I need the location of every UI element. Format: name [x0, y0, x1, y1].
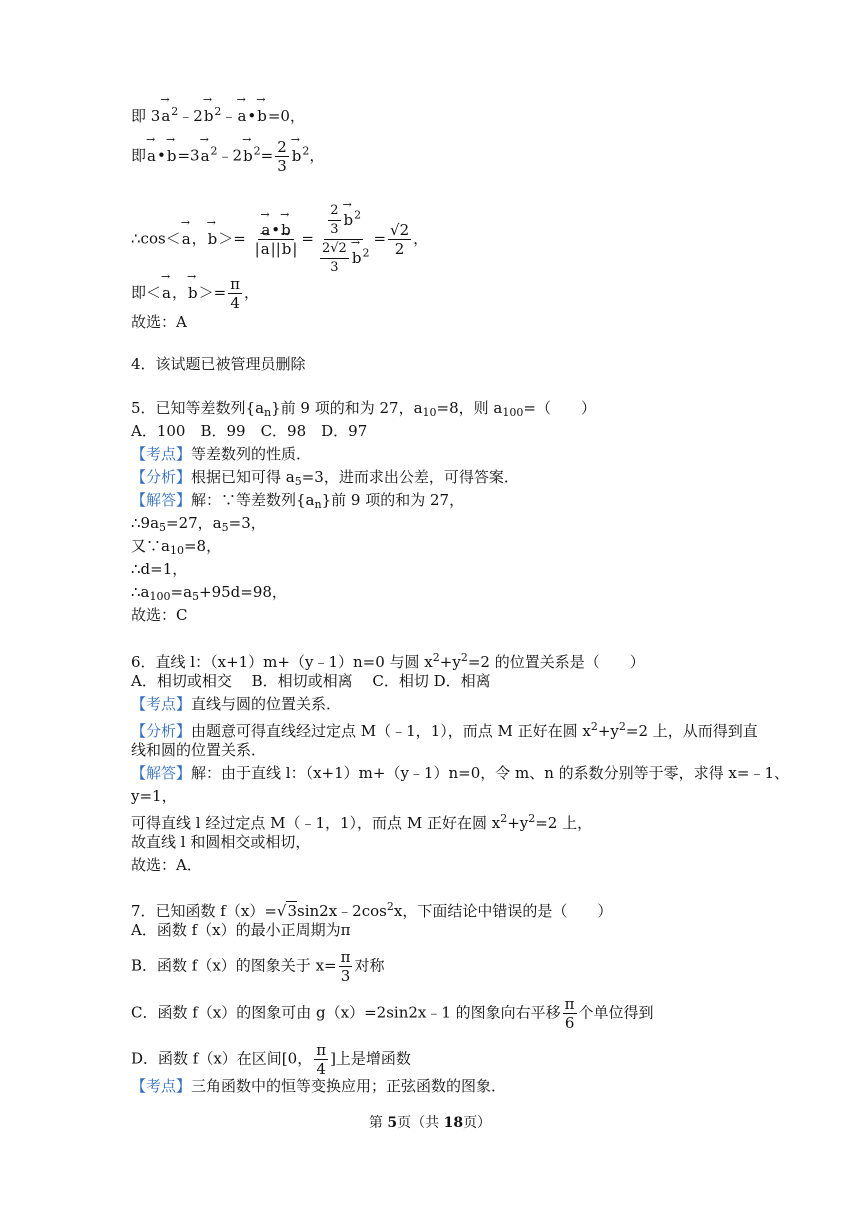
q6-options: A．相切或相交 B．相切或相离 C．相切 D．相离 — [131, 672, 491, 690]
page-total: 18 — [443, 1115, 464, 1131]
q3-line-1: 即 $3\to a^2﹣2\to$ $b^2﹣\to$ a•→ b=0， — [131, 102, 305, 126]
q5-answer: 故选：C — [131, 606, 188, 624]
kaodian-tag: 【考点】 — [131, 695, 192, 713]
q6-stem: 6．直线 l：（x+1）m+（y﹣1）n=0 与圆 $x^2+y^2=2$ 的位置关系是（ ） — [131, 651, 645, 671]
jieda-tag: 【解答】 — [131, 491, 192, 509]
vector-b: → b — [256, 106, 268, 126]
vector-b: → b — [166, 146, 178, 166]
q6-fenxi-2: 线和圆的位置关系． — [131, 741, 267, 759]
q5-kaodian: 【考点】等差数列的性质． — [131, 445, 312, 463]
fraction-dot-over-norms: → $\frac{a•\to b}{|\to a||\to b|}$ — [253, 221, 300, 258]
q7-option-c: C．函数 f（x）的图象可由 g（x）=2sin2x﹣1 的图象向右平移 $\frac{\pi}{6}$ 个单位得到 — [131, 995, 654, 1032]
q5-step-2: 又$\because a_{10}=8$， — [131, 537, 222, 557]
q6-answer: 故选：A． — [131, 856, 202, 874]
vector-a: → a — [160, 106, 171, 126]
vector-a: → a — [146, 146, 157, 166]
q7-stem: 7．已知函数 $f(x)=√3\sin 2x﹣2\cos^2x$，下面结论中错误的是（ ） — [131, 900, 613, 920]
q5-jieda: 【解答】解：∵等差数列$\{a_n\}$前 9 项的和为 27， — [131, 491, 465, 511]
q7-option-b: B．函数 f（x）的图象关于 x= $\frac{\pi}{3}$ 对称 — [131, 948, 385, 985]
vector-b: → b — [291, 146, 303, 166]
q6-step-2: 故直线 l 和圆相交或相切， — [131, 833, 311, 851]
vector-b: → b — [207, 229, 219, 249]
q6-step-1: 可得直线 l 经过定点 M（﹣1，1），而点 M 正好在圆 $x^2+y^2=2$ 上， — [131, 812, 593, 832]
q3-line-2: 即→ a•→ $b=3\to a^2﹣2\to b^2=$ $\frac{2}{3}$ → $b^2$， — [131, 138, 324, 175]
vector-b: → b — [203, 106, 215, 126]
q6-kaodian: 【考点】直线与圆的位置关系． — [131, 695, 342, 713]
q5-step-3: ∴d=1， — [131, 560, 188, 578]
fraction-pi-4: $\frac{\pi}{4}$ — [230, 275, 241, 312]
q3-angle-line: 即＜→ a，→ b＞= $\frac{\pi}{4}$ ， — [131, 275, 259, 312]
q6-fenxi: 【分析】由题意可得直线经过定点 M（﹣1，1），而点 M 正好在圆 $x^2+y^2=2$ 上，从而得到直 — [131, 720, 758, 740]
kaodian-tag: 【考点】 — [131, 1077, 192, 1095]
vector-b: → b — [242, 146, 254, 166]
fraction-sqrt2-over-2: $\frac{√2}{2}$ — [390, 221, 410, 258]
fraction-pi-6: $\frac{\pi}{6}$ — [564, 995, 575, 1032]
q5-step-4: $\therefore a_{100}=a_5+95d=98$， — [131, 583, 287, 603]
vector-a: → a — [181, 229, 192, 249]
vector-a: → a — [200, 146, 211, 166]
q4-text: 4．该试题已被管理员删除 — [131, 355, 306, 373]
kaodian-tag: 【考点】 — [131, 445, 192, 463]
vector-b: → b — [187, 283, 199, 303]
page-number: 5 — [387, 1115, 398, 1131]
jieda-tag: 【解答】 — [131, 764, 192, 782]
q5-step-1: $\therefore 9a_5=27$，$a_5=3$， — [131, 514, 266, 534]
fraction-big: $\frac{2}{3}$ → $b^2$ $\frac{2√2}{3}$ → $b^2$ — [316, 202, 371, 277]
q6-jieda-2: y=1， — [131, 787, 177, 805]
sqrt-symbol: √ — [276, 902, 287, 920]
fraction-pi-3: $\frac{\pi}{3}$ — [340, 948, 351, 985]
q7-option-d: D．函数 f（x）在区间[0， $\frac{\pi}{4}$ ]上是增函数 — [131, 1041, 411, 1078]
q3-cos-line: ∴cos＜→ a，→ b＞= → $\frac{a•\to b}{|\to a||\to b|}$ = $\frac{2}{3}$ → $b^2$ $\frac{2√2}{3}$ → $b^2$ = $\frac{√2}{2}$ ， — [131, 202, 428, 277]
fenxi-tag: 【分析】 — [131, 468, 192, 486]
fenxi-tag: 【分析】 — [131, 722, 192, 740]
q5-stem: 5．已知等差数列$\{a_n\}$前 9 项的和为 27，$a_{10}=8$，则 $a_{100}=$（ ） — [131, 399, 596, 419]
page-footer: 第 5页（共 18页） — [368, 1115, 492, 1131]
q6-jieda: 【解答】解：由于直线 l：（x+1）m+（y﹣1）n=0，令 m、n 的系数分别等于零，求得 x=﹣1、 — [131, 764, 789, 782]
q3-answer: 故选：A — [131, 313, 187, 331]
q5-fenxi: 【分析】根据已知可得 $a_5=3$，进而求出公差，可得答案． — [131, 468, 519, 488]
q7-kaodian: 【考点】三角函数中的恒等变换应用；正弦函数的图象． — [131, 1077, 507, 1095]
q5-options: A．100 B．99 C．98 D．97 — [131, 422, 368, 440]
fraction-2-3: $\frac{2}{3}$ — [277, 138, 287, 175]
vector-a: → a — [161, 283, 172, 303]
fraction-pi-4: $\frac{\pi}{4}$ — [316, 1041, 327, 1078]
q7-option-a: A．函数 f（x）的最小正周期为π — [131, 921, 351, 939]
vector-a: → a — [236, 106, 247, 126]
